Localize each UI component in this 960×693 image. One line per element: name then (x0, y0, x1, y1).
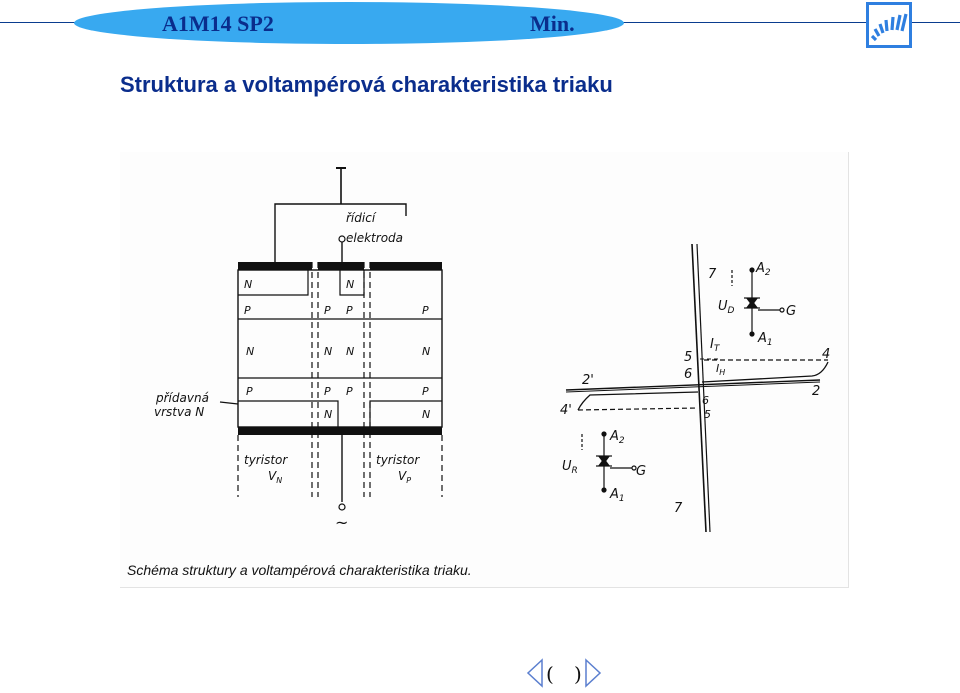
label-vrstva: vrstva N (154, 405, 205, 419)
label-4: 4 (822, 347, 831, 362)
label-5b: 5 (704, 408, 711, 421)
layer-p: P (324, 304, 331, 317)
triac-figure (120, 152, 849, 588)
layer-n: N (422, 345, 431, 358)
layer-p: P (244, 304, 251, 317)
bottom-tilde: ~ (335, 513, 349, 532)
structure-diagram (154, 168, 442, 532)
va-characteristic (560, 244, 830, 532)
next-slide-button[interactable] (574, 660, 600, 686)
label-pridavna: přídavná (156, 391, 209, 405)
next-glyph: ) (574, 662, 582, 686)
layer-n: N (324, 345, 333, 358)
label-a1: $A_1$ (758, 331, 773, 348)
figure-caption: Schéma struktury a voltampérová charakteristika triaku. (127, 562, 472, 578)
label-it: $I_T$ (710, 337, 720, 354)
mode-label: Min. (530, 11, 575, 36)
label-7-top: 7 (708, 267, 717, 282)
triac-symbol-lower (582, 429, 646, 504)
triac-symbol-upper (732, 261, 796, 348)
layer-n: N (422, 408, 431, 421)
label-vn: $V_N$ (268, 469, 283, 485)
label-g-lower: G (636, 464, 647, 479)
layer-p: P (422, 385, 429, 398)
label-tyristor-vp: tyristor (376, 453, 420, 467)
layer-n: N (346, 278, 355, 291)
label-ridici: řídicí (346, 211, 376, 225)
label-2: 2 (812, 384, 821, 399)
layer-n: N (246, 345, 255, 358)
label-ih: $I_H$ (716, 362, 726, 377)
prev-slide-button[interactable] (528, 660, 554, 686)
label-4-prime: 4' (560, 403, 572, 418)
layer-p: P (246, 385, 253, 398)
label-5: 5 (684, 350, 693, 365)
layer-n: N (324, 408, 333, 421)
label-tyristor-vn: tyristor (244, 453, 288, 467)
label-ur: $U_R$ (562, 459, 578, 476)
label-a1-lower: $A_1$ (610, 487, 625, 504)
slide-navigation (520, 653, 610, 693)
label-vp: $V_P$ (398, 469, 412, 485)
course-code: A1M14 SP2 (162, 11, 274, 36)
layer-p: P (422, 304, 429, 317)
label-elektroda: elektroda (346, 231, 403, 245)
label-6b: 6 (702, 394, 709, 407)
label-g: G (786, 304, 797, 319)
label-ud: $U_D$ (718, 299, 735, 316)
label-a2: $A_2$ (756, 261, 771, 278)
layer-n: N (244, 278, 253, 291)
slide-title: Struktura a voltampérová charakteristika triaku (120, 72, 613, 97)
faculty-logo-icon (866, 2, 912, 48)
prev-glyph: ( (546, 662, 554, 686)
layer-n: N (346, 345, 355, 358)
layer-p: P (346, 385, 353, 398)
layer-p: P (324, 385, 331, 398)
triac-diagram (120, 152, 848, 587)
label-2-prime: 2' (582, 373, 594, 388)
label-7-bottom: 7 (674, 501, 683, 516)
label-a2-lower: $A_2$ (610, 429, 625, 446)
label-6: 6 (684, 367, 693, 382)
layer-p: P (346, 304, 353, 317)
